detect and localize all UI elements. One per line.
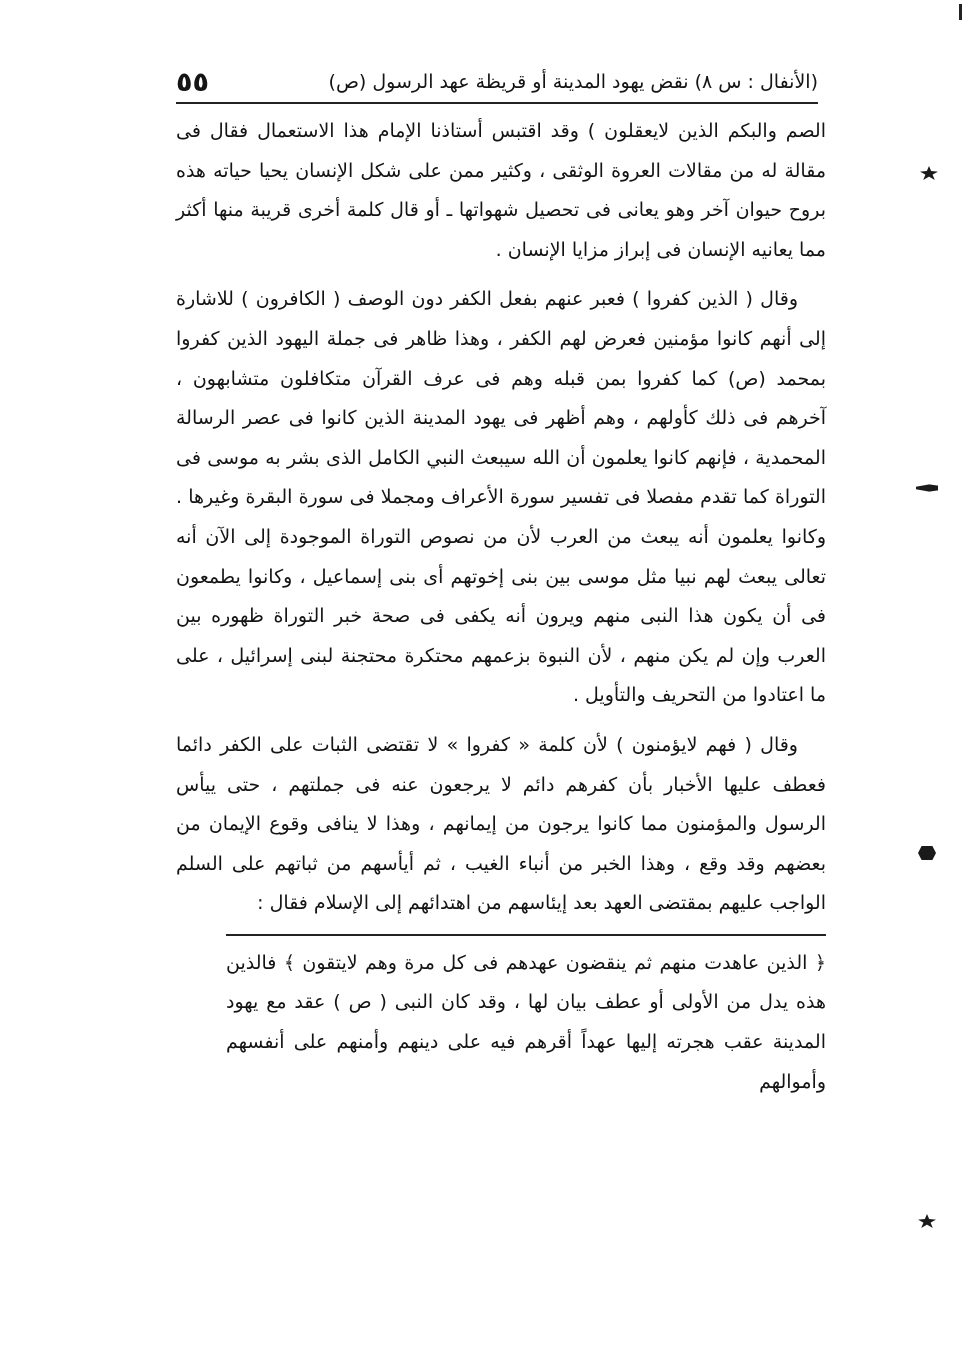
corner-mark	[959, 4, 962, 20]
paragraph-2: وقال ( الذين كفروا ) فعبر عنهم بفعل الكفر دون الوصف ( الكافرون ) للاشارة إلى أنهم كانوا مؤمنين فعرض لهم الكفر ، وهذا ظاهر فى جملة اليهود الذين كفروا بمحمد (ص) كما كفروا بمن قبله وهم فى عرف القرآن متكافلون متشابهون ، آخرهم فى ذلك كأولهم ، وهم أظهر فى يهود المدينة الذين كانوا فى عصر الرسالة المحمدية ، فإنهم كانوا يعلمون أن الله سيبعث النبي الكامل الذى بشر به موسى فى التوراة كما تقدم مفصلا فى تفسير سورة الأعراف ومجملا فى سورة البقرة وغيرها . وكانوا يعلمون أنه يبعث من العرب لأن من نصوص التوراة الموجودة إلى الآن أنه تعالى يبعث لهم نبيا مثل موسى بين بنى إخوتهم أى بنى إسماعيل ، وكانوا يطمعون فى أن يكون هذا النبى منهم ويرون أنه يكفى فى صحة خبر التوراة ظهوره بين العرب وإن لم يكن منهم ، لأن النبوة بزعمهم محتكرة محتجنة لبنى إسرائيل ، على ما اعتادوا من التحريف والتأويل .	[176, 288, 826, 707]
margin-ornament-icon	[918, 1214, 936, 1228]
paragraph-3: وقال ( فهم لايؤمنون ) لأن كلمة « كفروا » لا تقتضى الثبات على الكفر دائما فعطف عليها الأخبار بأن كفرهم دائم لا يرجعون عنه فى جملتهم ، حتى ييأس الرسول والمؤمنون مما كانوا يرجون من إيمانهم ، وهذا لا ينافى وقوع الإيمان من بعضهم وقد وقع ، وهذا الخبر من أنباء الغيب ، ثم أيأسهم من ثباتهم على السلم الواجب عليهم بمقتضى العهد بعد إيئاسهم من اهتدائهم إلى الإسلام فقال :	[176, 733, 826, 915]
running-title: (الأنفال : س ٨) نقض يهود المدينة أو قريظة عهد الرسول (ص)	[328, 71, 818, 93]
margin-ornament-icon	[918, 846, 936, 860]
paragraph-1: الصم والبكم الذين لايعقلون ) وقد اقتبس أستاذنا الإمام هذا الاستعمال فقال فى مقالة له من مقالات العروة الوثقى ، وكثير ممن على شكل الإنسان يحيا حياته هذه بروح حيوان آخر وهو يعانى فى تحصيل شهواتها ـ أو قال كلمة أخرى قريبة منها أكثر مما يعانيه الإنسان فى إبراز مزايا الإنسان .	[176, 120, 826, 261]
margin-ornament-icon	[920, 166, 938, 180]
paragraph-4: ﴿ الذين عاهدت منهم ثم ينقضون عهدهم فى كل مرة وهم لايتقون ﴾ فالذين هذه يدل من الأولى أو عطف بيان لها ، وقد كان النبى ( ص ) عقد مع يهود المدينة عقب هجرته إليها عهداً أقرهم فيه على دينهم وأمنهم على أنفسهم وأموالهم	[226, 934, 826, 1102]
page-number: ٥٥	[176, 66, 209, 98]
margin-pointer-icon	[916, 482, 938, 494]
body-text	[176, 112, 826, 1292]
page-header	[176, 62, 818, 104]
